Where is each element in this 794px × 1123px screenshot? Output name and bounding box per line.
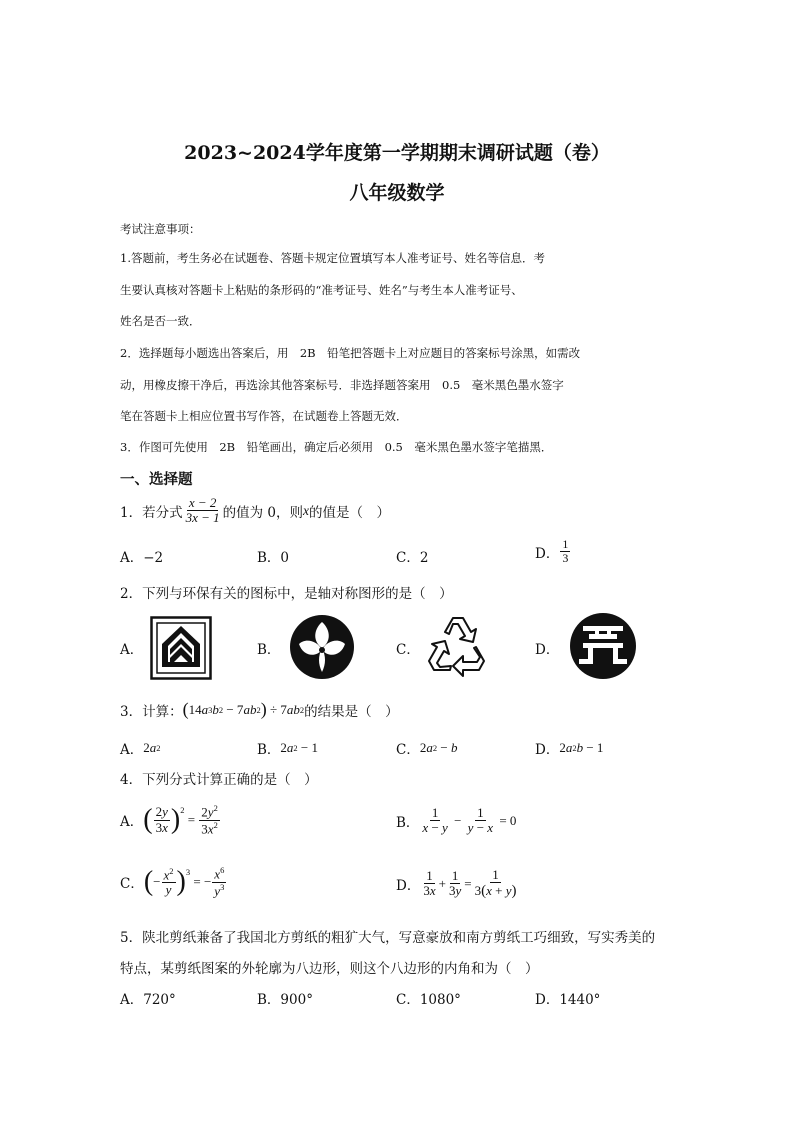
question-5-line-1: 5．陕北剪纸兼备了我国北方剪纸的粗犷大气，写意豪放和南方剪纸工巧细致，写实秀美的: [120, 930, 656, 946]
q3-option-c[interactable]: [396, 738, 457, 758]
question-2: 2．下列与环保有关的图标中，是轴对称图形的是（ ）: [120, 586, 453, 602]
q3-d-label: D．: [535, 742, 560, 758]
q5-option-c[interactable]: C．1080°: [396, 992, 461, 1008]
q1-prefix: 1．若分式: [120, 504, 183, 521]
q1-d-den: 3: [562, 551, 569, 566]
question-5-line-2: 特点，某剪纸图案的外轮廓为八边形，则这个八边形的内角和为（ ）: [120, 961, 539, 977]
q3-option-b[interactable]: [257, 738, 318, 758]
q1-mid: 的值为 0，则: [222, 504, 304, 521]
q2-option-a[interactable]: A．: [120, 642, 144, 658]
q1-d-num: 1: [562, 537, 569, 551]
q1-fraction: [184, 496, 222, 526]
note-2-line-3: 笔在答题卡上相应位置书写作答，在试题卷上答题无效．: [120, 409, 408, 423]
q1-denominator: 3x − 1: [185, 510, 220, 526]
recycle-icon: [423, 612, 491, 680]
chevron-frame-icon: [150, 616, 212, 680]
q3-option-a[interactable]: [120, 738, 161, 758]
notes-heading: 考试注意事项：: [120, 222, 201, 236]
q1-suffix: 的值是（ ）: [309, 504, 391, 521]
q5-option-a[interactable]: A．720°: [120, 992, 176, 1008]
q3-prefix: 3．计算：: [120, 703, 183, 720]
building-emblem-icon: [569, 612, 637, 680]
q3-option-d[interactable]: [535, 738, 603, 758]
note-2-line-1: 2．选择题每小题选出答案后，用 2B 铅笔把答题卡上对应题目的答案标号涂黑，如需改: [120, 346, 581, 360]
q1-option-d[interactable]: [535, 538, 571, 565]
q2-option-b[interactable]: B．: [257, 642, 281, 658]
q5-option-d[interactable]: D．1440°: [535, 992, 601, 1008]
q4-c-expr: ( − $\frac{x^2}{y}$ ) $^3$ = − $\frac{x^6}{y^3}$: [143, 865, 225, 898]
q4-b-label: B．: [396, 814, 420, 831]
q5-option-b[interactable]: B．900°: [257, 992, 313, 1008]
note-1-line-3: 姓名是否一致．: [120, 314, 201, 328]
q1-option-b[interactable]: B．0: [257, 550, 290, 566]
q1-d-fraction: [560, 538, 570, 565]
q3-expression: ( 14 a 3 b 2 − 7 ab 2 ) ÷ 7 ab 2: [182, 699, 305, 719]
q3-c-expr: 2 a 2 − b: [419, 740, 458, 755]
q1-option-c[interactable]: C．2: [396, 550, 429, 566]
q1-var: x: [303, 502, 310, 518]
q4-option-a[interactable]: [120, 804, 221, 836]
note-2-line-2: 动，用橡皮擦干净后，再选涂其他答案标号．非选择题答案用 0.5 毫米黑色墨水签字: [120, 378, 564, 392]
q3-b-label: B．: [257, 742, 281, 758]
q1-option-a[interactable]: A．−2: [120, 550, 164, 566]
q3-a-label: A．: [120, 742, 144, 758]
q4-b-expr: $\frac{1}{x - y}$ − $\frac{1}{y - x}$ = 0: [422, 805, 517, 836]
q4-option-d[interactable]: [396, 868, 519, 900]
q4-d-label: D．: [396, 877, 421, 894]
question-4: 4．下列分式计算正确的是（ ）: [120, 772, 318, 788]
section-title: 一、选择题: [120, 471, 193, 488]
q2-option-c[interactable]: C．: [396, 642, 420, 658]
q1-d-label: D．: [535, 545, 560, 562]
q3-d-expr: 2 a 2 b − 1: [559, 740, 604, 755]
note-1-line-2: 生要认真核对答题卡上粘贴的条形码的“准考证号、姓名”与考生本人准考证号、: [120, 283, 523, 297]
q3-c-label: C．: [396, 742, 420, 758]
q1-numerator: x − 2: [188, 495, 217, 510]
q4-a-expr: ( $\frac{2y}{3x}$ ) $^2$ = $\frac{2y^2}{3x^2}$: [143, 803, 218, 836]
q4-option-c[interactable]: [120, 866, 227, 898]
note-1-line-1: 1.答题前，考生务必在试题卷、答题卡规定位置填写本人准考证号、姓名等信息．考: [120, 251, 545, 265]
page-title: 2023~2024学年度第一学期期末调研试题（卷）: [184, 142, 610, 164]
q3-suffix: 的结果是（ ）: [304, 703, 399, 720]
leaf-emblem-icon: [289, 614, 355, 680]
q4-c-label: C．: [120, 876, 144, 893]
q4-d-expr: $\frac{1}{3x}$ + $\frac{1}{3y}$ = $\frac{1}{3(x + y)}$: [423, 867, 517, 900]
question-1: [120, 496, 390, 526]
q3-a-expr: 2 a 2: [143, 740, 161, 755]
q3-b-expr: 2 a 2 − 1: [280, 740, 319, 755]
q2-option-d[interactable]: D．: [535, 642, 560, 658]
q4-a-label: A．: [120, 814, 144, 831]
q4-option-b[interactable]: [396, 806, 516, 836]
question-3: [120, 699, 399, 720]
page-subtitle: 八年级数学: [349, 182, 445, 204]
note-3: 3．作图可先使用 2B 铅笔画出，确定后必须用 0.5 毫米黑色墨水签字笔描黑．: [120, 440, 553, 454]
